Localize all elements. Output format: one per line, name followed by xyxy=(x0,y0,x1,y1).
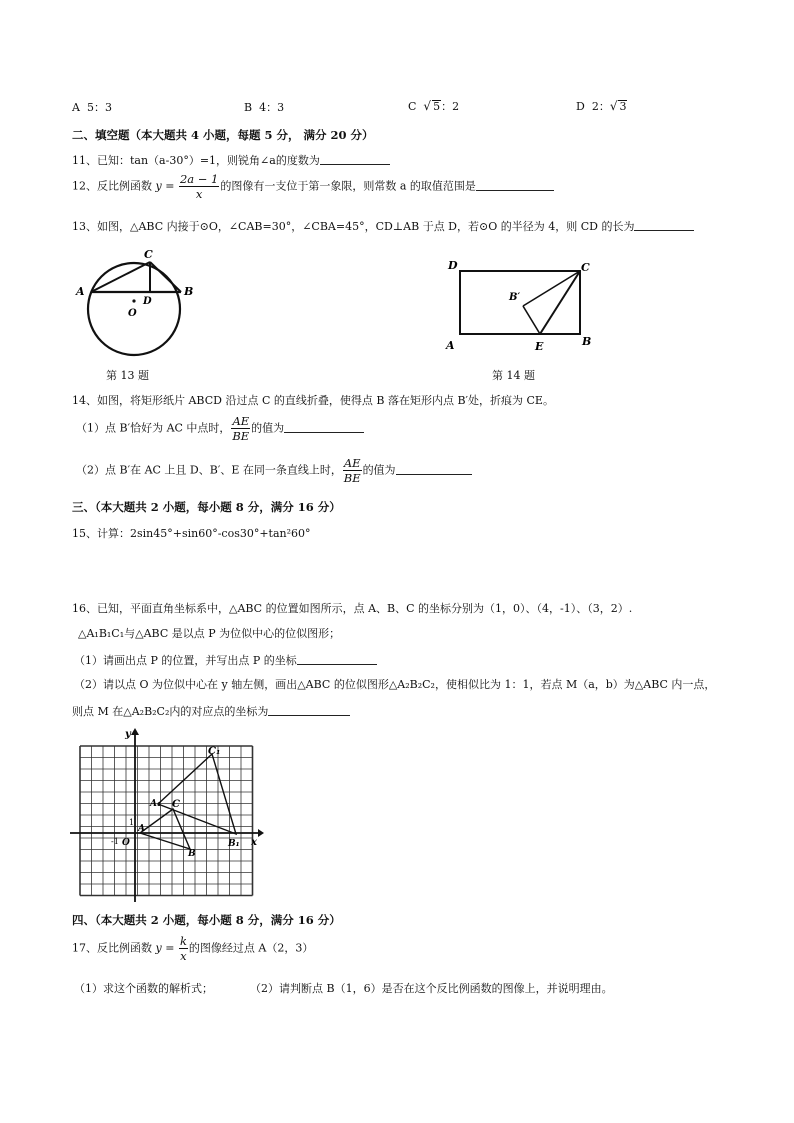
fraction: $\frac{2a - 1}{x}$ xyxy=(179,172,219,201)
segment-cbp xyxy=(523,271,580,306)
label-origin: O xyxy=(122,838,130,848)
answer-blank[interactable] xyxy=(268,704,350,716)
caption-14: 第 14 题 xyxy=(492,369,535,382)
figure-14 xyxy=(442,255,594,357)
figure-16-coordinate-grid xyxy=(70,726,266,902)
question-16-part-1: （1）请画出点 P 的位置，并写出点 P 的坐标 xyxy=(74,653,377,668)
option-a: A 5：3 xyxy=(72,101,112,114)
figure-13 xyxy=(74,244,194,368)
grid-lines xyxy=(80,746,253,896)
answer-blank[interactable] xyxy=(320,153,390,165)
label-b: B xyxy=(184,285,194,298)
question-14-part-2: （2）点 B′在 AC 上且 D、B′、E 在同一条直线上时， $\frac{AE}{BE}$ 的值为 xyxy=(76,456,472,492)
question-16-line-1: 16、已知，平面直角坐标系中，△ABC 的位置如图所示，点 A、B、C 的坐标分别为（1，0）、（4，-1）、（3，2）. xyxy=(72,602,633,615)
question-14: 14、如图，将矩形纸片 ABCD 沿过点 C 的直线折叠，使得点 B 落在矩形内点 B′处，折痕为 CE。 xyxy=(72,394,554,407)
label-y: y xyxy=(125,729,131,740)
label-a: A xyxy=(76,285,85,298)
question-13: 13、如图，△ABC 内接于⊙O，∠CAB=30°，∠CBA=45°，CD⊥AB 于点 D，若⊙O 的半径为 4，则 CD 的长为 xyxy=(72,219,694,234)
segment-bpe xyxy=(523,306,540,334)
triangle-a1b1c1 xyxy=(158,754,236,834)
answer-blank[interactable] xyxy=(396,463,472,475)
question-16-line-2: △A₁B₁C₁与△ABC 是以点 P 为位似中心的位似图形； xyxy=(78,627,341,640)
label-c: C xyxy=(144,248,153,261)
option-d: D 2：√ 3 xyxy=(576,99,627,113)
label-c: C xyxy=(581,261,590,274)
section-2-title: 二、填空题（本大题共 4 小题，每题 5 分， 满分 20 分） xyxy=(72,128,374,142)
label-c: C xyxy=(172,799,180,810)
answer-blank[interactable] xyxy=(634,219,694,231)
label-d: D xyxy=(143,296,152,307)
question-14-part-1: （1）点 B′恰好为 AC 中点时， $\frac{AE}{BE}$ 的值为 xyxy=(76,414,364,450)
label-x: x xyxy=(251,837,257,848)
caption-13: 第 13 题 xyxy=(106,369,149,382)
label-b-prime: B′ xyxy=(509,292,521,303)
label-e: E xyxy=(535,340,544,353)
question-11: 11、已知：tan（a-30°）=1，则锐角∠a的度数为 xyxy=(72,153,390,168)
question-17-part-2: （2）请判断点 B（1，6）是否在这个反比例函数的图像上，并说明理由。 xyxy=(250,982,613,995)
question-16-part-2: （2）请以点 O 为位似中心在 y 轴左侧，画出△ABC 的位似图形△A₂B₂C₂，使相似比为 1：1，若点 M（a，b）为△ABC 内一点， xyxy=(74,678,716,691)
question-17: 17、反比例函数 y = $\frac{k}{x}$ 的图像经过点 A（2，3） xyxy=(72,934,314,963)
section-3-title: 三、（本大题共 2 小题，每小题 8 分，满分 16 分） xyxy=(72,500,341,514)
label-c1: C₁ xyxy=(208,746,221,757)
label-a: A xyxy=(138,824,145,834)
label-tick-neg1: -1 xyxy=(111,837,119,846)
label-a: A xyxy=(446,339,455,352)
label-b1: B₁ xyxy=(228,839,240,849)
label-d: D xyxy=(448,259,458,272)
option-b: B 4：3 xyxy=(244,101,285,114)
label-b: B xyxy=(188,849,196,859)
question-15: 15、计算：2sin45°+sin60°-cos30°+tan²60° xyxy=(72,527,311,540)
center-dot xyxy=(132,299,135,302)
segment-bc xyxy=(150,262,181,292)
label-a1: A₁ xyxy=(150,799,161,809)
question-16-part-2-cont: 则点 M 在△A₂B₂C₂内的对应点的坐标为 xyxy=(72,704,350,719)
segment-ce xyxy=(540,271,580,334)
label-tick-1: 1 xyxy=(129,818,135,827)
fraction-ae-be: $\frac{AE}{BE}$ xyxy=(343,456,361,485)
label-o: O xyxy=(128,308,137,319)
answer-blank[interactable] xyxy=(476,179,554,191)
option-c: C √ 5：2 xyxy=(408,99,460,113)
x-axis-arrow xyxy=(258,829,264,837)
fraction-ae-be: $\frac{AE}{BE}$ xyxy=(232,414,250,443)
answer-blank[interactable] xyxy=(297,653,377,665)
question-12: 12、反比例函数 y = $\frac{2a - 1}{x}$ 的图像有一支位于第一象限，则常数 a 的取值范围是 xyxy=(72,172,554,208)
fraction-k-x: $\frac{k}{x}$ xyxy=(179,934,187,963)
y-axis-arrow xyxy=(131,728,139,735)
answer-blank[interactable] xyxy=(284,421,364,433)
label-b: B xyxy=(582,335,592,348)
question-17-part-1: （1）求这个函数的解析式； xyxy=(74,982,213,995)
section-4-title: 四、（本大题共 2 小题，每小题 8 分，满分 16 分） xyxy=(72,913,341,927)
